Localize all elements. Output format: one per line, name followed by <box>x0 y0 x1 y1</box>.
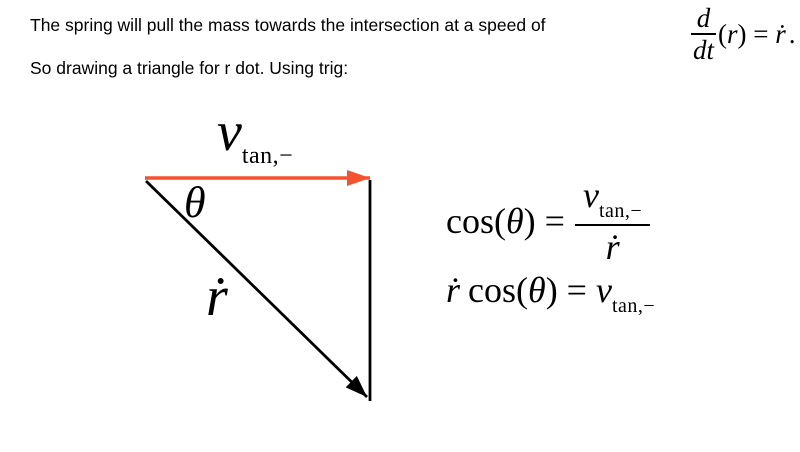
fraction-denominator-rdot: ṙ <box>605 227 620 268</box>
r-dot-symbol: ṙ <box>446 270 461 310</box>
cos-open: cos( <box>446 201 506 242</box>
r-dot-cos-equation <box>446 272 655 316</box>
open-paren: ( <box>718 18 728 49</box>
v-over-rdot-fraction <box>575 175 650 268</box>
theta-angle-label: θ <box>184 178 206 227</box>
variable-r: r <box>727 18 738 49</box>
v-symbol: v <box>595 270 612 310</box>
close-equals: ) = <box>545 270 596 310</box>
fraction-numerator-v-tan <box>575 175 650 226</box>
paragraph-line-2: So drawing a triangle for r dot. Using trig: <box>30 58 349 78</box>
fraction-denominator: dt <box>693 35 715 66</box>
paragraph-line-1-text: The spring will pull the mass towards the intersection at a speed of <box>30 15 546 35</box>
sentence-period: . <box>788 18 796 49</box>
cos-open: cos( <box>468 270 528 310</box>
theta-symbol: θ <box>505 201 524 242</box>
v-subscript: tan,− <box>598 200 643 222</box>
v-tan-label <box>217 101 294 169</box>
r-dot-hypotenuse-label: ṙ <box>206 266 228 328</box>
v-tan-label-subscript: tan,− <box>241 143 294 169</box>
theta-symbol: θ <box>528 270 546 310</box>
fraction-numerator: d <box>696 3 711 33</box>
r-dot-vector-arrow <box>146 178 367 397</box>
close-equals: ) = <box>523 201 565 242</box>
v-tan-label-main: v <box>217 101 242 163</box>
cos-theta-equation <box>446 175 650 268</box>
cos-theta-lhs <box>446 201 565 242</box>
r-dot-symbol: ṙ <box>775 18 786 49</box>
v-symbol: v <box>582 175 599 215</box>
close-paren-equals: ) = <box>737 18 776 49</box>
v-subscript: tan,− <box>611 295 656 317</box>
